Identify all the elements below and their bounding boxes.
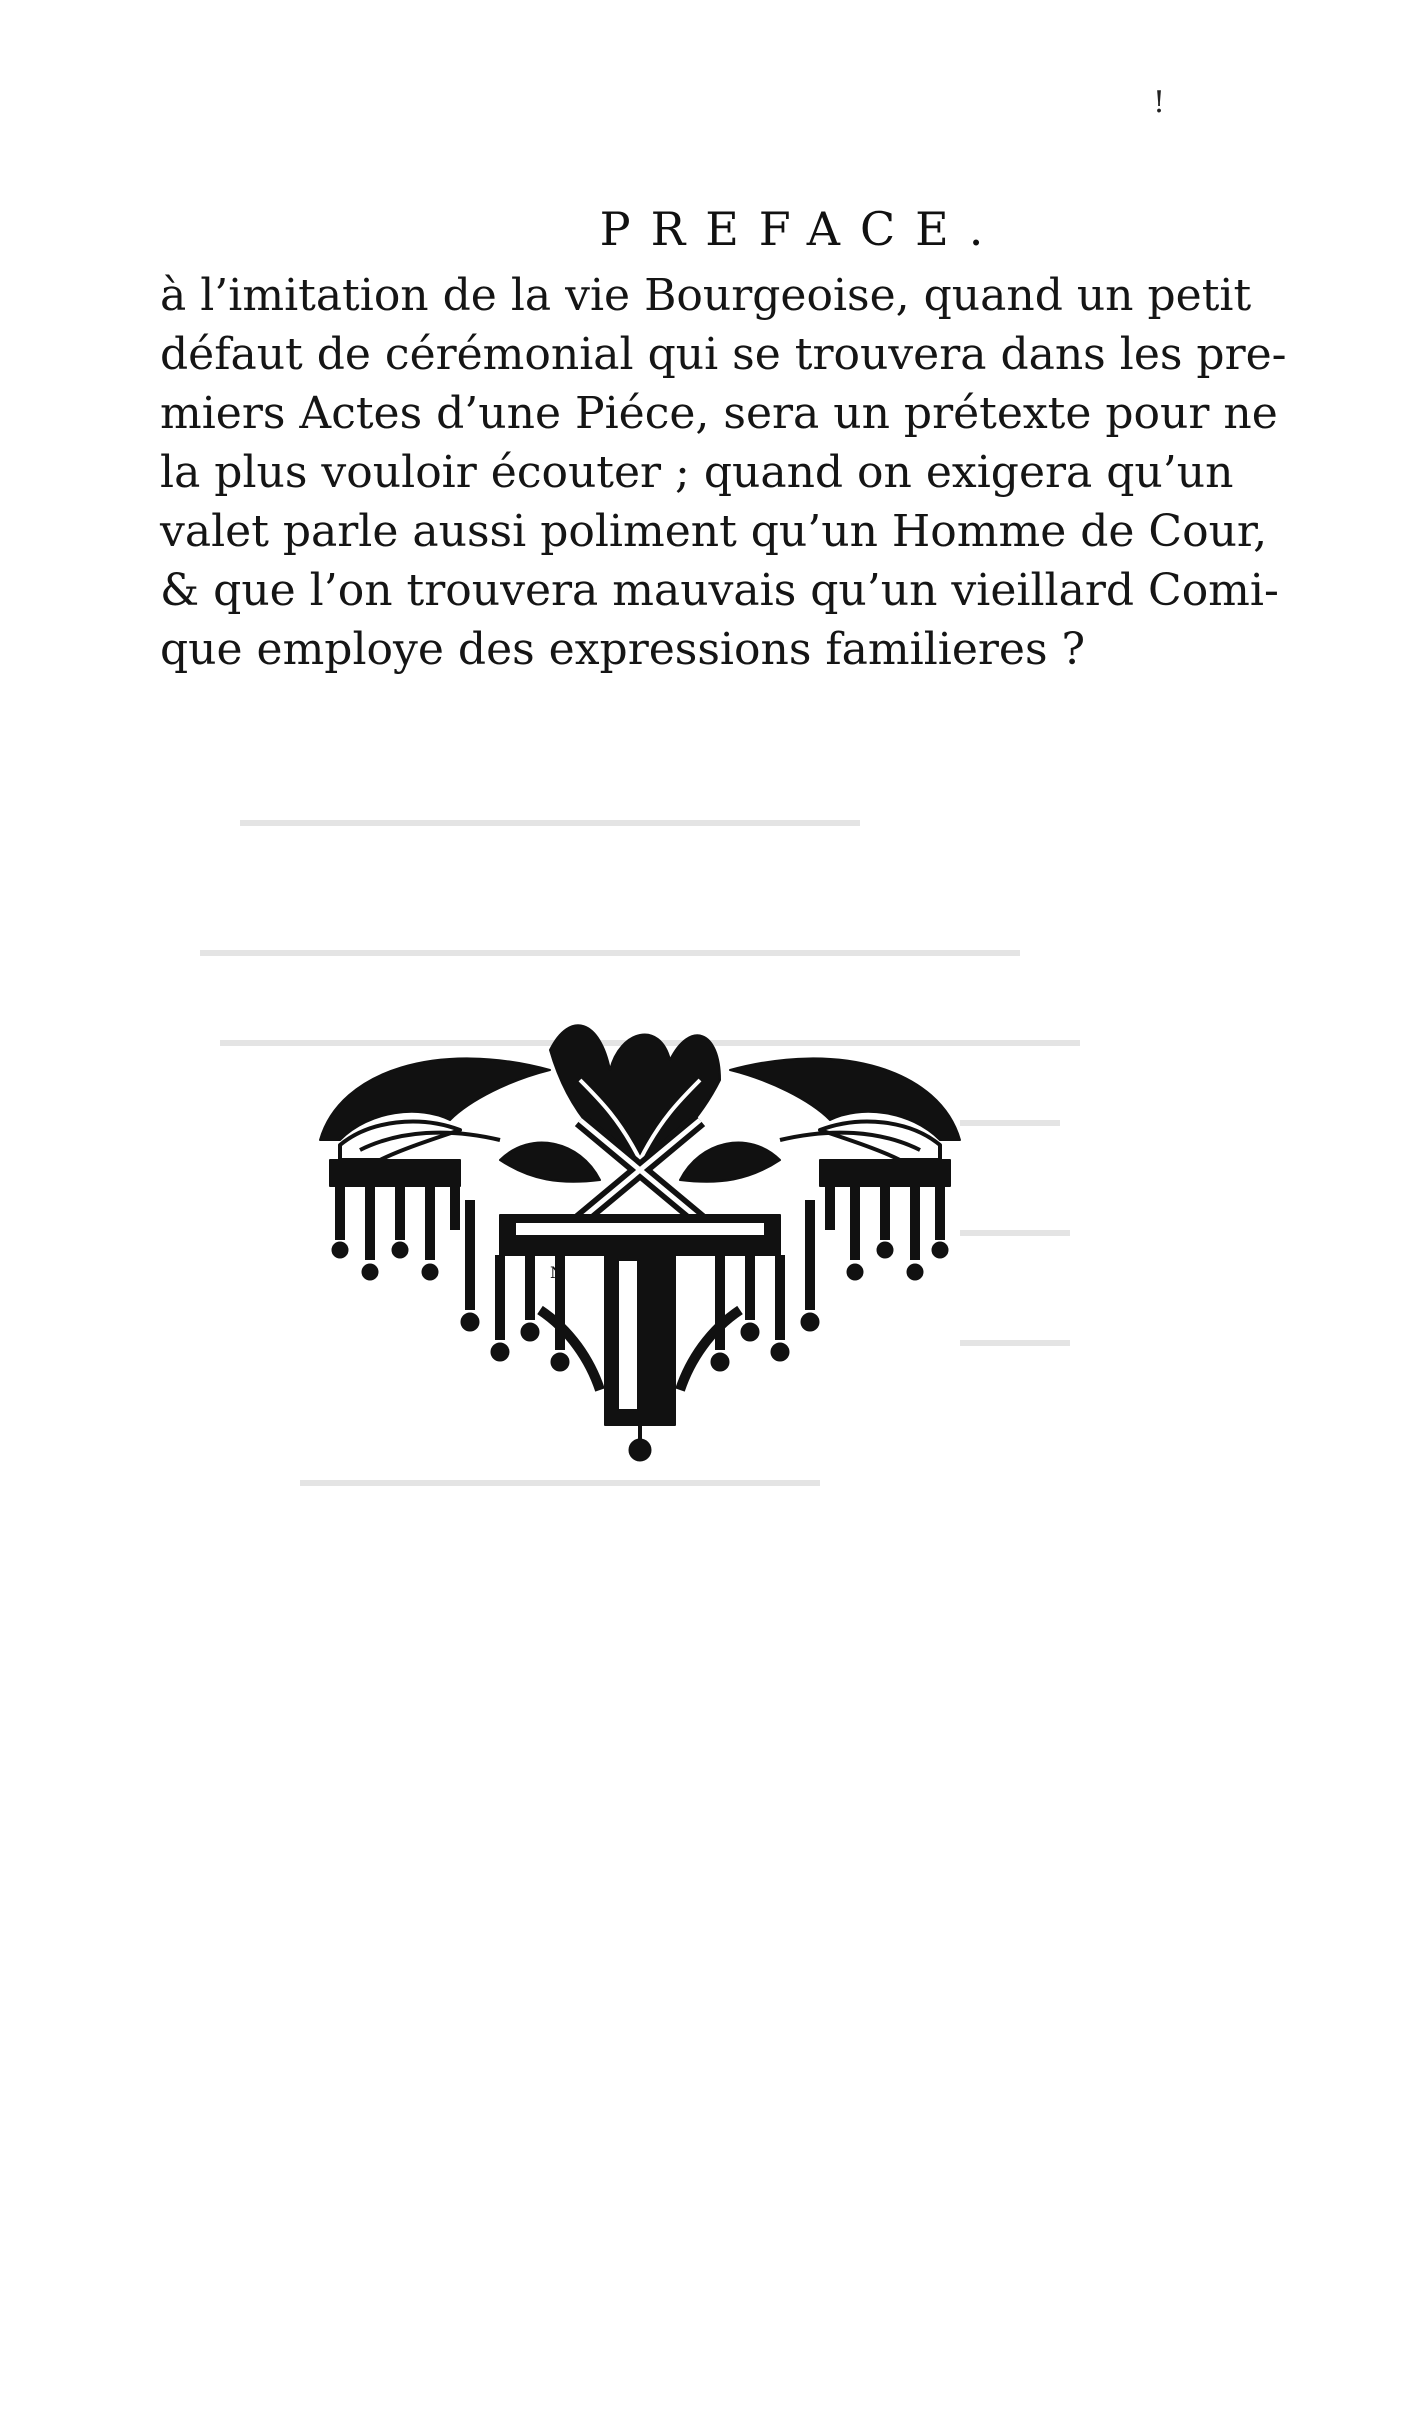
- text-line: valet parle aussi poliment qu’un Homme de Cour,: [160, 506, 1268, 557]
- text-line: & que l’on trouvera mauvais qu’un vieillard Comi-: [160, 565, 1279, 616]
- running-head: PREFACE.: [599, 202, 1004, 256]
- text-line: que employe des expressions familieres ?: [160, 624, 1086, 675]
- body-text: [160, 266, 1287, 679]
- page-corner-mark: !: [1152, 85, 1165, 120]
- text-line: défaut de cérémonial qui se trouvera dans les pre-: [160, 329, 1287, 380]
- ornament-initial: N: [550, 1263, 564, 1282]
- text-line: la plus vouloir écouter ; quand on exigera qu’un: [160, 447, 1234, 498]
- text-line: miers Actes d’une Piéce, sera un prétexte pour ne: [160, 388, 1278, 439]
- printers-ornament-icon: [300, 1010, 980, 1480]
- text-line: à l’imitation de la vie Bourgeoise, quand un petit: [160, 270, 1252, 321]
